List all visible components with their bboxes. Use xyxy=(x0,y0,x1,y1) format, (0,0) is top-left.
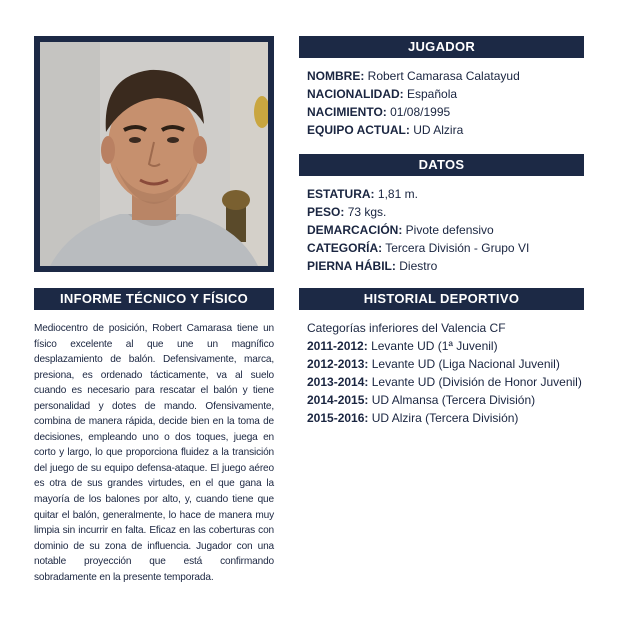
historial-row xyxy=(307,391,582,409)
historial-row xyxy=(307,409,582,427)
field-value: UD Alzira xyxy=(413,123,464,137)
jugador-row-nombre xyxy=(307,67,520,85)
historial-header: HISTORIAL DEPORTIVO xyxy=(299,288,584,310)
datos-row-demarcacion xyxy=(307,221,529,239)
field-label: EQUIPO ACTUAL: xyxy=(307,123,410,137)
field-value: 1,81 m. xyxy=(377,187,418,201)
player-portrait xyxy=(40,42,268,266)
field-value: Pivote defensivo xyxy=(405,223,494,237)
jugador-row-equipo xyxy=(307,121,520,139)
datos-row-estatura xyxy=(307,185,529,203)
historial-club: Levante UD (1ª Juvenil) xyxy=(371,339,498,353)
field-label: ESTATURA: xyxy=(307,187,375,201)
player-photo-frame xyxy=(34,36,274,272)
historial-years: 2011-2012: xyxy=(307,339,368,353)
historial-club: UD Alzira (Tercera División) xyxy=(371,411,519,425)
datos-row-categoria xyxy=(307,239,529,257)
historial-club: UD Almansa (Tercera División) xyxy=(371,393,536,407)
field-label: PESO: xyxy=(307,205,345,219)
jugador-row-nacimiento xyxy=(307,103,520,121)
field-value: 01/08/1995 xyxy=(390,105,451,119)
field-value: Robert Camarasa Calatayud xyxy=(367,69,520,83)
player-photo xyxy=(40,42,268,266)
historial-club: Levante UD (División de Honor Juvenil) xyxy=(371,375,582,389)
jugador-header: JUGADOR xyxy=(299,36,584,58)
jugador-row-nacionalidad xyxy=(307,85,520,103)
informe-text: Mediocentro de posición, Robert Camarasa tiene un físico excelente al que une un magnífico desplazamiento de balón. Defensivamente, marca, presiona, es ordenado tácticamente, va al suelo cuando es necesario para rescatar el balón y tiene personalidad y dotes de mando. Ofensivamente, combina de manera rápida, decide bien en la toma de decisiones, empleando uno o dos toques, juega en corto y largo, lo que proporciona fluidez a la transición del juego de su equipo defensa-ataque. El juego aéreo es otra de sus grandes virtudes, en el que gana la mayoría de los balones por alto, y, cuando tiene que quitar el balón, generalmente, lo hace de manera muy limpia sin incurrir en falta. Eficaz en las coberturas con dominio de su zona de influencia. Jugador con una notable proyección que está confirmando sobradamente en la presente temporada. xyxy=(34,323,274,583)
jugador-section xyxy=(307,67,520,139)
field-label: PIERNA HÁBIL: xyxy=(307,259,396,273)
field-label: DEMARCACIÓN: xyxy=(307,223,403,237)
field-label: NOMBRE: xyxy=(307,69,365,83)
field-label: NACIMIENTO: xyxy=(307,105,387,119)
field-value: Tercera División - Grupo VI xyxy=(385,241,530,255)
historial-section xyxy=(307,319,582,427)
field-value: Diestro xyxy=(399,259,438,273)
historial-years: 2014-2015: xyxy=(307,393,369,407)
field-value: Española xyxy=(407,87,458,101)
historial-row xyxy=(307,355,582,373)
historial-intro: Categorías inferiores del Valencia CF xyxy=(307,321,506,335)
informe-header: INFORME TÉCNICO Y FÍSICO xyxy=(34,288,274,310)
datos-section xyxy=(307,185,529,275)
field-label: NACIONALIDAD: xyxy=(307,87,404,101)
historial-years: 2015-2016: xyxy=(307,411,369,425)
datos-header: DATOS xyxy=(299,154,584,176)
datos-row-peso xyxy=(307,203,529,221)
historial-club: Levante UD (Liga Nacional Juvenil) xyxy=(371,357,560,371)
historial-years: 2013-2014: xyxy=(307,375,369,389)
historial-years: 2012-2013: xyxy=(307,357,369,371)
historial-row xyxy=(307,373,582,391)
historial-row xyxy=(307,337,582,355)
field-value: 73 kgs. xyxy=(347,205,387,219)
field-label: CATEGORÍA: xyxy=(307,241,383,255)
datos-row-pierna xyxy=(307,257,529,275)
